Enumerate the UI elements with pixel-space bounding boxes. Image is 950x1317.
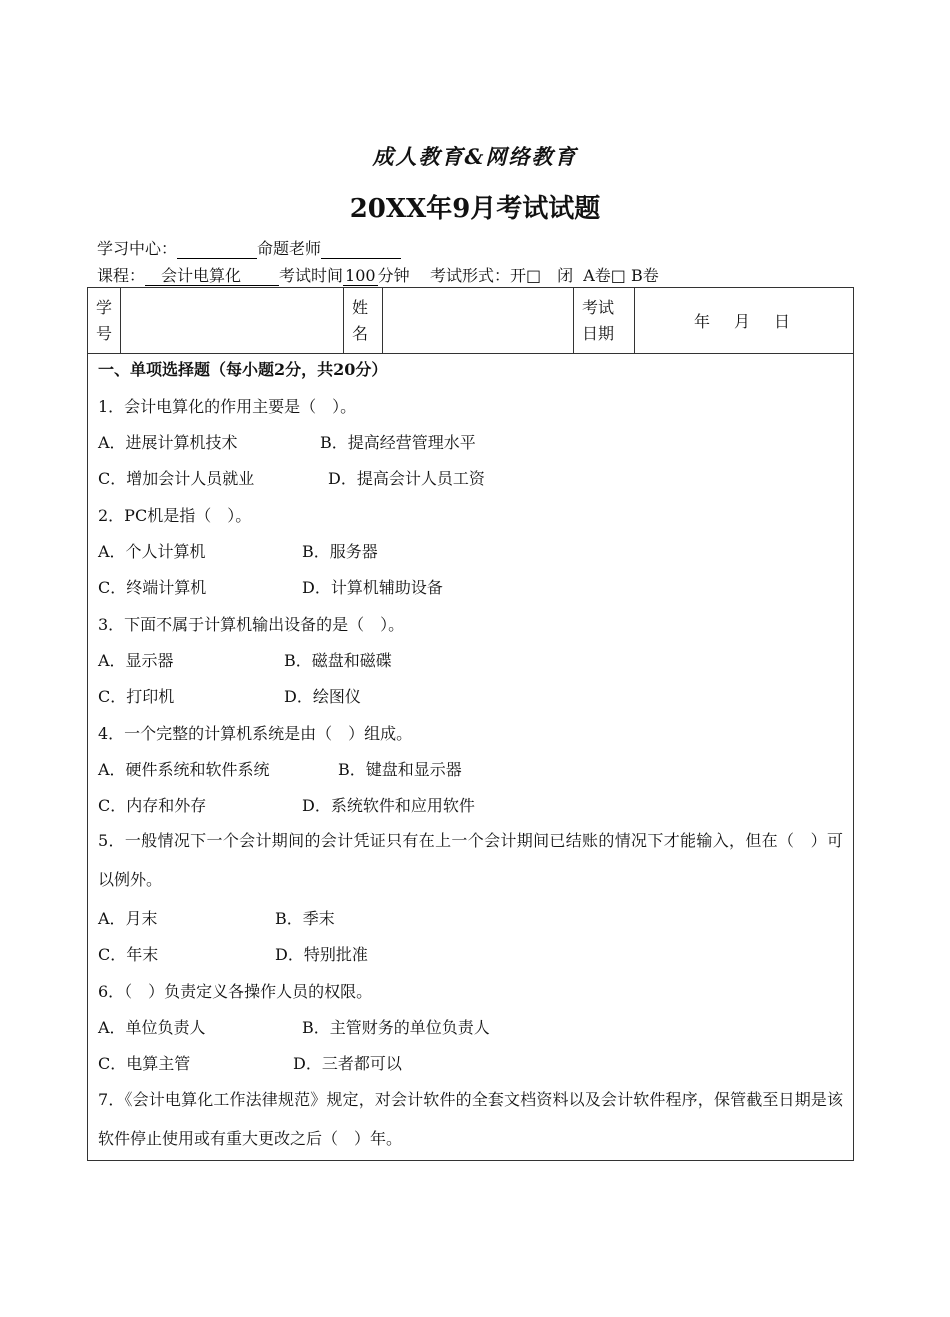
question-3: 3．下面不属于计算机输出设备的是（ ）。 (98, 615, 405, 634)
id-label-2: 号 (96, 323, 113, 343)
name-value-cell[interactable] (383, 288, 574, 354)
q3-option-d: D．绘图仪 (284, 687, 361, 706)
question-7: 7．《会计电算化工作法律规范》规定，对会计软件的全套文档资料以及会计软件程序，保管截至日期是该软件停止使用或有重大更改之后（ ）年。 (98, 1090, 843, 1148)
q3-option-b: B．磁盘和磁碟 (284, 651, 392, 670)
paper-type: A卷□ B卷 (583, 266, 659, 285)
course-value: 会计电算化 (145, 266, 279, 286)
teacher-blank (321, 242, 401, 259)
q1-options-ab (98, 430, 476, 453)
q3-option-c: C．打印机 (98, 687, 175, 706)
institution-name: 成人教育&网络教育 (372, 144, 578, 169)
q1-option-b: B．提高经营管理水平 (320, 433, 476, 452)
center-label: 学习中心： (97, 239, 178, 258)
q1-option-a: A．进展计算机技术 (98, 433, 238, 452)
date-value-cell[interactable]: 年 月 日 (635, 288, 854, 354)
q1-options-cd (98, 466, 485, 489)
name-label-2: 名 (352, 323, 369, 343)
q6-option-a: A．单位负责人 (98, 1018, 206, 1037)
question-6: 6．（ ）负责定义各操作人员的权限。 (98, 982, 373, 1001)
date-label-1: 考试 (582, 297, 615, 317)
q2-option-d: D．计算机辅助设备 (302, 578, 443, 597)
question-2: 2．PC机是指（ ）。 (98, 506, 252, 525)
student-info-table (87, 287, 854, 354)
q3-options-cd (98, 684, 361, 707)
q6-options-ab (98, 1015, 490, 1038)
time-unit: 分钟 (377, 266, 410, 285)
course-label: 课程： (97, 266, 146, 285)
question-5: 5．一般情况下一个会计期间的会计凭证只有在上一个会计期间已结账的情况下才能输入，但在（ ）可以例外。 (98, 831, 843, 889)
q1-option-c: C．增加会计人员就业 (98, 469, 255, 488)
q5-options-ab (98, 906, 335, 929)
q2-options-cd (98, 575, 443, 598)
question-box (87, 353, 854, 1161)
q3-option-a: A．显示器 (98, 651, 174, 670)
q1-option-d: D．提高会计人员工资 (328, 469, 485, 488)
time-value: 100 (345, 266, 376, 285)
meta-line-center (97, 236, 401, 259)
q6-option-c: C．电算主管 (98, 1054, 191, 1073)
id-label-1: 学 (96, 297, 113, 317)
name-label-1: 姓 (352, 297, 369, 317)
teacher-label: 命题老师 (257, 239, 322, 258)
question-4: 4．一个完整的计算机系统是由（ ）组成。 (98, 724, 413, 743)
q2-options-ab (98, 539, 378, 562)
q5-option-d: D．特别批准 (275, 945, 368, 964)
q5-option-a: A．月末 (98, 909, 158, 928)
q4-option-b: B．键盘和显示器 (338, 760, 462, 779)
q4-option-c: C．内存和外存 (98, 796, 207, 815)
q4-option-a: A．硬件系统和软件系统 (98, 760, 270, 779)
q5-options-cd (98, 942, 368, 965)
time-label: 考试时间 (279, 266, 344, 285)
q6-option-b: B．主管财务的单位负责人 (302, 1018, 490, 1037)
exam-form: 考试形式：开□ 闭 (429, 266, 574, 285)
q3-options-ab (98, 648, 392, 671)
section-heading: 一、单项选择题（每小题2分，共20分） (98, 360, 388, 379)
id-label-cell (88, 288, 121, 354)
q4-option-d: D．系统软件和应用软件 (302, 796, 475, 815)
q5-option-b: B．季末 (275, 909, 335, 928)
q2-option-b: B．服务器 (302, 542, 378, 561)
q2-option-a: A．个人计算机 (98, 542, 206, 561)
exam-title: 20XX年9月考试试题 (349, 194, 601, 224)
q5-option-c: C．年末 (98, 945, 159, 964)
id-value-cell[interactable] (121, 288, 344, 354)
center-blank (177, 242, 257, 259)
question-1: 1．会计电算化的作用主要是（ ）。 (98, 397, 357, 416)
q2-option-c: C．终端计算机 (98, 578, 207, 597)
q6-option-d: D．三者都可以 (293, 1054, 402, 1073)
meta-line-course (97, 263, 659, 286)
name-label-cell (344, 288, 383, 354)
q4-options-cd (98, 793, 475, 816)
q6-options-cd (98, 1051, 402, 1074)
q4-options-ab (98, 757, 462, 780)
date-label-2: 日期 (582, 323, 615, 343)
date-label-cell (574, 288, 635, 354)
